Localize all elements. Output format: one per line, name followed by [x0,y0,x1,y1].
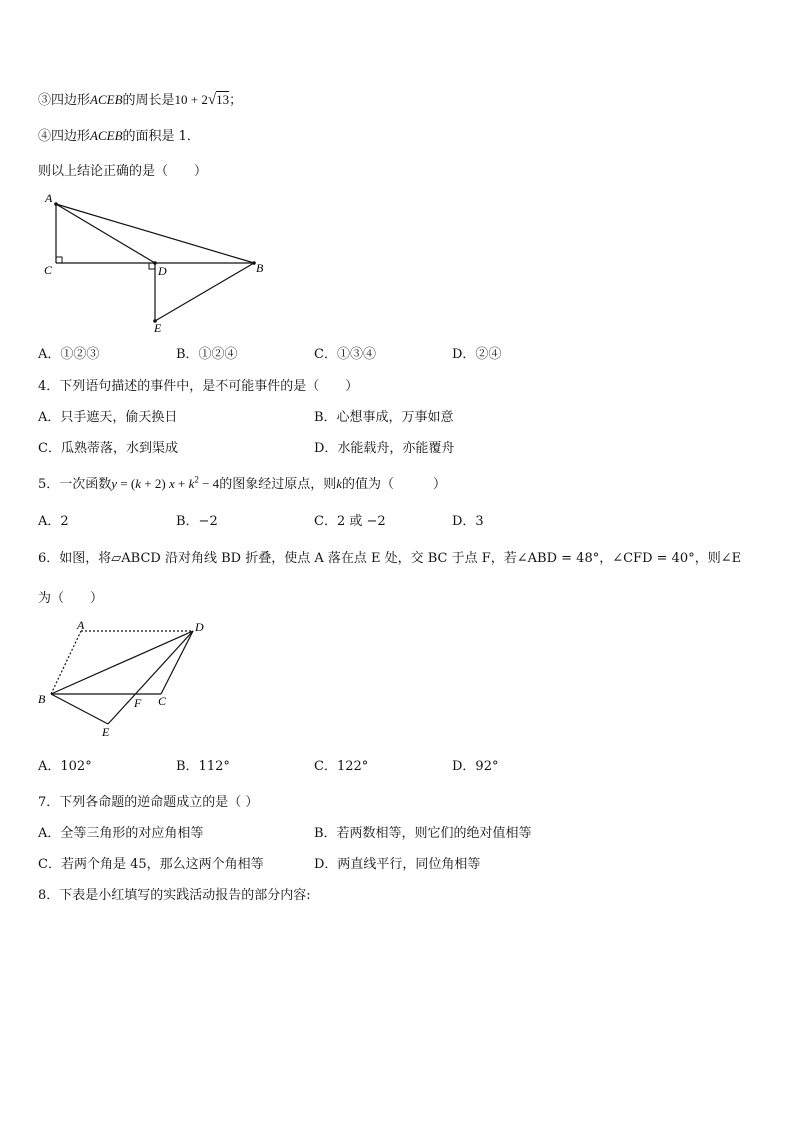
q6-option-c[interactable]: C．122° [314,759,369,774]
label-b: B [38,692,46,706]
q6-option-a[interactable]: A．102° [38,759,92,774]
q3-option-c[interactable]: C．①③④ [314,347,376,362]
q3-option-d[interactable]: D．②④ [452,347,502,362]
label-d: D [158,264,167,278]
q5-option-c[interactable]: C．2 或 −2 [314,514,386,529]
q5-option-a[interactable]: A．2 [38,514,69,529]
figure-parallelogram-fold [30,615,230,740]
label-c: C [44,263,53,277]
q4-option-b[interactable]: B．心想事成，万事如意 [314,410,454,425]
statement-4: ④四边形ACEB的面积是 1． [38,128,200,144]
segment-bd [51,631,193,694]
q3-option-b[interactable]: B．①②④ [176,347,238,362]
q8-stem: 8．下表是小红填写的实践活动报告的部分内容: [38,888,311,903]
segment-be [51,694,108,724]
label-d: D [195,620,204,634]
q5-option-d[interactable]: D．3 [452,514,484,529]
q7-option-b[interactable]: B．若两数相等，则它们的绝对值相等 [314,826,532,841]
q5-option-b[interactable]: B．−2 [176,514,218,529]
label-b: B [256,261,264,275]
q6-stem: 6．如图，将▱ABCD 沿对角线 BD 折叠，使点 A 落在点 E 处，交 BC 于点 F，若∠ABD = 48°，∠CFD = 40°，则∠E [38,551,742,566]
segment-ed [108,631,193,724]
label-a: A [45,191,53,205]
segment-ad [56,204,155,263]
label-c: C [158,694,167,708]
q5-stem: 5．一次函数y = (k + 2) $x + k^2 - 4$的图象经过原点，则k的值为（ ） [38,474,446,492]
segment-ab [56,204,254,263]
segment-ab-dotted [51,631,81,694]
segment-cd [161,631,193,694]
q7-stem: 7．下列各命题的逆命题成立的是（ ） [38,795,259,810]
q6-option-d[interactable]: D．92° [452,759,499,774]
q3-option-a[interactable]: A．①②③ [38,347,100,362]
label-e: E [102,725,110,739]
q4-option-a[interactable]: A．只手遮天，偷天换日 [38,410,178,425]
right-angle-c [56,257,62,263]
statement-3: ③四边形ACEB的周长是10 + 2√13； [38,92,243,108]
q7-option-c[interactable]: C．若两个角是 45，那么这两个角相等 [38,857,264,872]
q7-option-d[interactable]: D．两直线平行，同位角相等 [314,857,481,872]
segment-eb [155,263,254,321]
q6-option-b[interactable]: B．112° [176,759,230,774]
q3-prompt: 则以上结论正确的是（ ） [38,164,208,179]
label-e: E [154,321,162,335]
q4-stem: 4．下列语句描述的事件中，是不可能事件的是（ ） [38,379,359,394]
label-a: A [77,618,85,632]
q4-option-d[interactable]: D．水能载舟，亦能覆舟 [314,441,455,456]
label-f: F [134,696,142,710]
q7-option-a[interactable]: A．全等三角形的对应角相等 [38,826,204,841]
q6-stem-cont: 为（ ） [38,591,104,606]
figure-quadrilateral-aceb [38,190,278,335]
q4-option-c[interactable]: C．瓜熟蒂落，水到渠成 [38,441,178,456]
